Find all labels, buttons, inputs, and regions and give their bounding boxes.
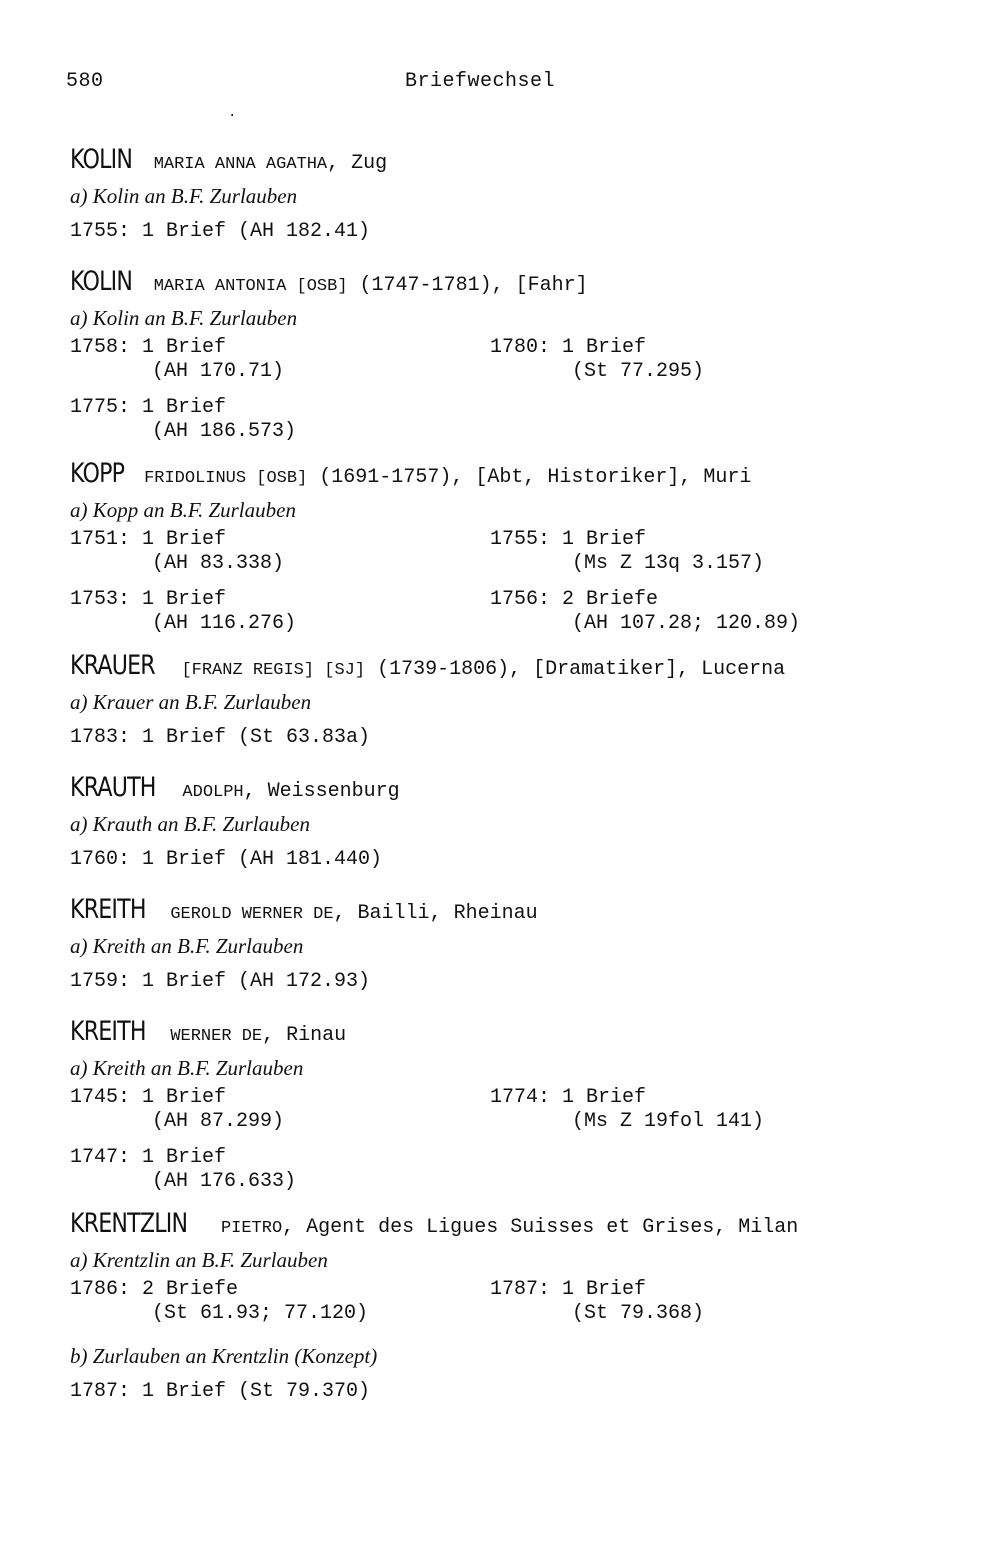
entry-krentzlin bbox=[70, 1206, 930, 1410]
entry-heading bbox=[70, 264, 930, 300]
entry-heading bbox=[70, 648, 930, 684]
letter-item bbox=[70, 588, 490, 636]
entry-heading bbox=[70, 142, 930, 178]
letter-ref: (St 77.295) bbox=[572, 360, 705, 383]
letter-line: 1759: 1 Brief (AH 172.93) bbox=[70, 970, 371, 993]
given-names: MARIA ANNA AGATHA bbox=[153, 155, 328, 174]
letters-left-column bbox=[70, 1086, 490, 1206]
entry-kopp-fridolinus bbox=[70, 456, 930, 648]
letter-item bbox=[490, 1086, 910, 1134]
letter-count: 1755: 1 Brief bbox=[490, 528, 647, 551]
letter-ref: (Ms Z 13q 3.157) bbox=[572, 552, 765, 575]
letter-ref: (St 79.368) bbox=[572, 1302, 705, 1325]
letter-line: 1787: 1 Brief (St 79.370) bbox=[70, 1380, 371, 1403]
letter-ref: (AH 186.573) bbox=[152, 420, 297, 443]
surname: KRAUER bbox=[70, 650, 155, 681]
letter-count: 1753: 1 Brief bbox=[70, 588, 227, 611]
letters-grid bbox=[70, 528, 930, 648]
entry-details: , Rinau bbox=[262, 1024, 347, 1047]
entry-heading bbox=[70, 456, 930, 492]
letters-left-column bbox=[70, 1278, 490, 1338]
letters-grid bbox=[70, 1086, 930, 1206]
letter-line: 1760: 1 Brief (AH 181.440) bbox=[70, 848, 383, 871]
letter-count: 1787: 1 Brief bbox=[490, 1278, 647, 1301]
entry-details: (1691-1757), [Abt, Historiker], Muri bbox=[307, 466, 752, 489]
subsection-a: a) Kreith an B.F. Zurlauben bbox=[70, 934, 304, 958]
given-names: WERNER DE bbox=[170, 1027, 263, 1046]
entry-krauth bbox=[70, 770, 930, 878]
letters-grid bbox=[70, 1278, 930, 1338]
letter-item bbox=[70, 1086, 490, 1134]
letter-count: 1756: 2 Briefe bbox=[490, 588, 659, 611]
subsection-a: a) Kolin an B.F. Zurlauben bbox=[70, 184, 298, 208]
entry-details: (1739-1806), [Dramatiker], Lucerna bbox=[365, 658, 786, 681]
entry-kreith-werner bbox=[70, 1014, 930, 1206]
letter-item bbox=[70, 528, 490, 576]
page-number: 580 bbox=[66, 70, 104, 93]
letter-ref: (AH 83.338) bbox=[152, 552, 285, 575]
subsection-a: a) Krauth an B.F. Zurlauben bbox=[70, 812, 310, 836]
letter-ref: (AH 87.299) bbox=[152, 1110, 285, 1133]
letter-count: 1786: 2 Briefe bbox=[70, 1278, 239, 1301]
letter-count: 1747: 1 Brief bbox=[70, 1146, 227, 1169]
letter-item bbox=[490, 588, 910, 636]
letter-ref: (St 61.93; 77.120) bbox=[152, 1302, 369, 1325]
letters-right-column bbox=[490, 1086, 910, 1206]
entry-krauer bbox=[70, 648, 930, 756]
subsection-a: a) Kopp an B.F. Zurlauben bbox=[70, 498, 296, 522]
letter-ref: (AH 116.276) bbox=[152, 612, 297, 635]
letter-line: 1783: 1 Brief (St 63.83a) bbox=[70, 726, 371, 749]
letter-ref: (AH 176.633) bbox=[152, 1170, 297, 1193]
subsection-a: a) Krentzlin an B.F. Zurlauben bbox=[70, 1248, 328, 1272]
entry-details: , Weissenburg bbox=[243, 780, 400, 803]
letter-line: 1755: 1 Brief (AH 182.41) bbox=[70, 220, 371, 243]
letters-left-column bbox=[70, 528, 490, 648]
entry-details: , Zug bbox=[327, 152, 388, 175]
letter-count: 1780: 1 Brief bbox=[490, 336, 647, 359]
entry-kreith-gerold bbox=[70, 892, 930, 1000]
surname: KRAUTH bbox=[70, 772, 156, 803]
letter-count: 1758: 1 Brief bbox=[70, 336, 227, 359]
letter-ref: (Ms Z 19fol 141) bbox=[572, 1110, 765, 1133]
letter-item bbox=[490, 336, 910, 384]
entry-details: , Bailli, Rheinau bbox=[333, 902, 538, 925]
given-names: PIETRO bbox=[220, 1219, 283, 1238]
letters-right-column bbox=[490, 1278, 910, 1338]
letter-item bbox=[490, 1278, 910, 1326]
stray-mark: · bbox=[228, 108, 237, 124]
surname: KOLIN bbox=[70, 144, 133, 175]
letters-left-column bbox=[70, 336, 490, 456]
surname: KOPP bbox=[70, 458, 125, 489]
letter-item bbox=[70, 336, 490, 384]
letter-item bbox=[490, 528, 910, 576]
correspondence-list bbox=[70, 142, 930, 1410]
letters-right-column bbox=[490, 336, 910, 456]
surname: KOLIN bbox=[70, 266, 133, 297]
entry-heading bbox=[70, 892, 930, 928]
letter-count: 1745: 1 Brief bbox=[70, 1086, 227, 1109]
entry-kolin-maria-anna-agatha bbox=[70, 142, 930, 250]
letter-item bbox=[70, 1278, 490, 1326]
given-names: GEROLD WERNER DE bbox=[170, 905, 334, 924]
letter-item bbox=[70, 1146, 490, 1194]
letter-ref: (AH 170.71) bbox=[152, 360, 285, 383]
entry-details: (1747-1781), [Fahr] bbox=[347, 274, 588, 297]
entry-heading bbox=[70, 1206, 930, 1242]
letter-count: 1751: 1 Brief bbox=[70, 528, 227, 551]
subsection-a: a) Kreith an B.F. Zurlauben bbox=[70, 1056, 304, 1080]
running-title: Briefwechsel bbox=[405, 70, 556, 93]
letter-count: 1774: 1 Brief bbox=[490, 1086, 647, 1109]
entry-heading bbox=[70, 770, 930, 806]
entry-kolin-maria-antonia bbox=[70, 264, 930, 456]
surname: KRENTZLIN bbox=[70, 1208, 188, 1239]
given-names: MARIA ANTONIA [OSB] bbox=[153, 277, 348, 296]
given-names: ADOLPH bbox=[182, 783, 244, 802]
given-names: FRIDOLINUS [OSB] bbox=[144, 469, 308, 488]
letter-ref: (AH 107.28; 120.89) bbox=[572, 612, 801, 635]
entry-heading bbox=[70, 1014, 930, 1050]
letters-grid bbox=[70, 336, 930, 456]
entry-details: , Agent des Ligues Suisses et Grises, Milan bbox=[282, 1216, 799, 1239]
letter-item bbox=[70, 396, 490, 444]
subsection-a: a) Krauer an B.F. Zurlauben bbox=[70, 690, 312, 714]
given-names: [FRANZ REGIS] [SJ] bbox=[181, 661, 366, 680]
subsection-a: a) Kolin an B.F. Zurlauben bbox=[70, 306, 298, 330]
letters-right-column bbox=[490, 528, 910, 648]
surname: KREITH bbox=[70, 1016, 146, 1047]
letter-count: 1775: 1 Brief bbox=[70, 396, 227, 419]
subsection-b: b) Zurlauben an Krentzlin (Konzept) bbox=[70, 1344, 378, 1368]
surname: KREITH bbox=[70, 894, 146, 925]
